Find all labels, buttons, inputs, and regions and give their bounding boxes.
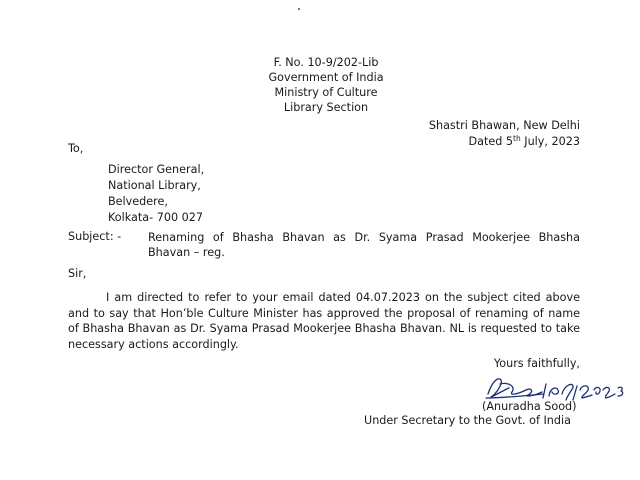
date-ordinal: th [513, 134, 521, 143]
signatory-designation: Under Secretary to the Govt. of India [364, 414, 571, 427]
signatory-name: (Anuradha Sood) [482, 400, 577, 413]
scan-dot [298, 8, 300, 10]
subject-text: Renaming of Bhasha Bhavan as Dr. Syama Prasad Mookerjee Bhasha Bhavan – reg. [148, 231, 580, 259]
subject-label: Subject: - [68, 230, 122, 243]
address-line: National Library, [108, 179, 201, 192]
place-line: Shastri Bhawan, New Delhi [428, 119, 580, 132]
address-block [108, 162, 204, 226]
address-line: Belvedere, [108, 195, 168, 208]
body-paragraph [68, 290, 580, 352]
body-text: I am directed to refer to your email dated 04.07.2023 on the subject cited above and to say that Hon’ble Culture Minister has approved the proposal of renaming of name of Bhasha Bhavan as Dr. Syama Prasad Mookerjee Bhasha Bhavan. NL is requested to take necessary actions accordingly. [68, 291, 580, 351]
date-suffix: July, 2023 [520, 135, 580, 148]
government-line: Government of India [268, 71, 384, 84]
salutation: Sir, [68, 267, 87, 280]
section-line: Library Section [283, 101, 369, 114]
file-number: F. No. 10-9/202-Lib [273, 56, 379, 69]
ministry-line: Ministry of Culture [274, 86, 378, 99]
address-line: Director General, [108, 163, 205, 176]
date-line [469, 134, 580, 150]
address-line: Kolkata- 700 027 [108, 211, 203, 224]
to-label: To, [68, 142, 84, 155]
date-prefix: Dated 5 [468, 135, 514, 148]
yours-faithfully: Yours faithfully, [493, 357, 580, 370]
